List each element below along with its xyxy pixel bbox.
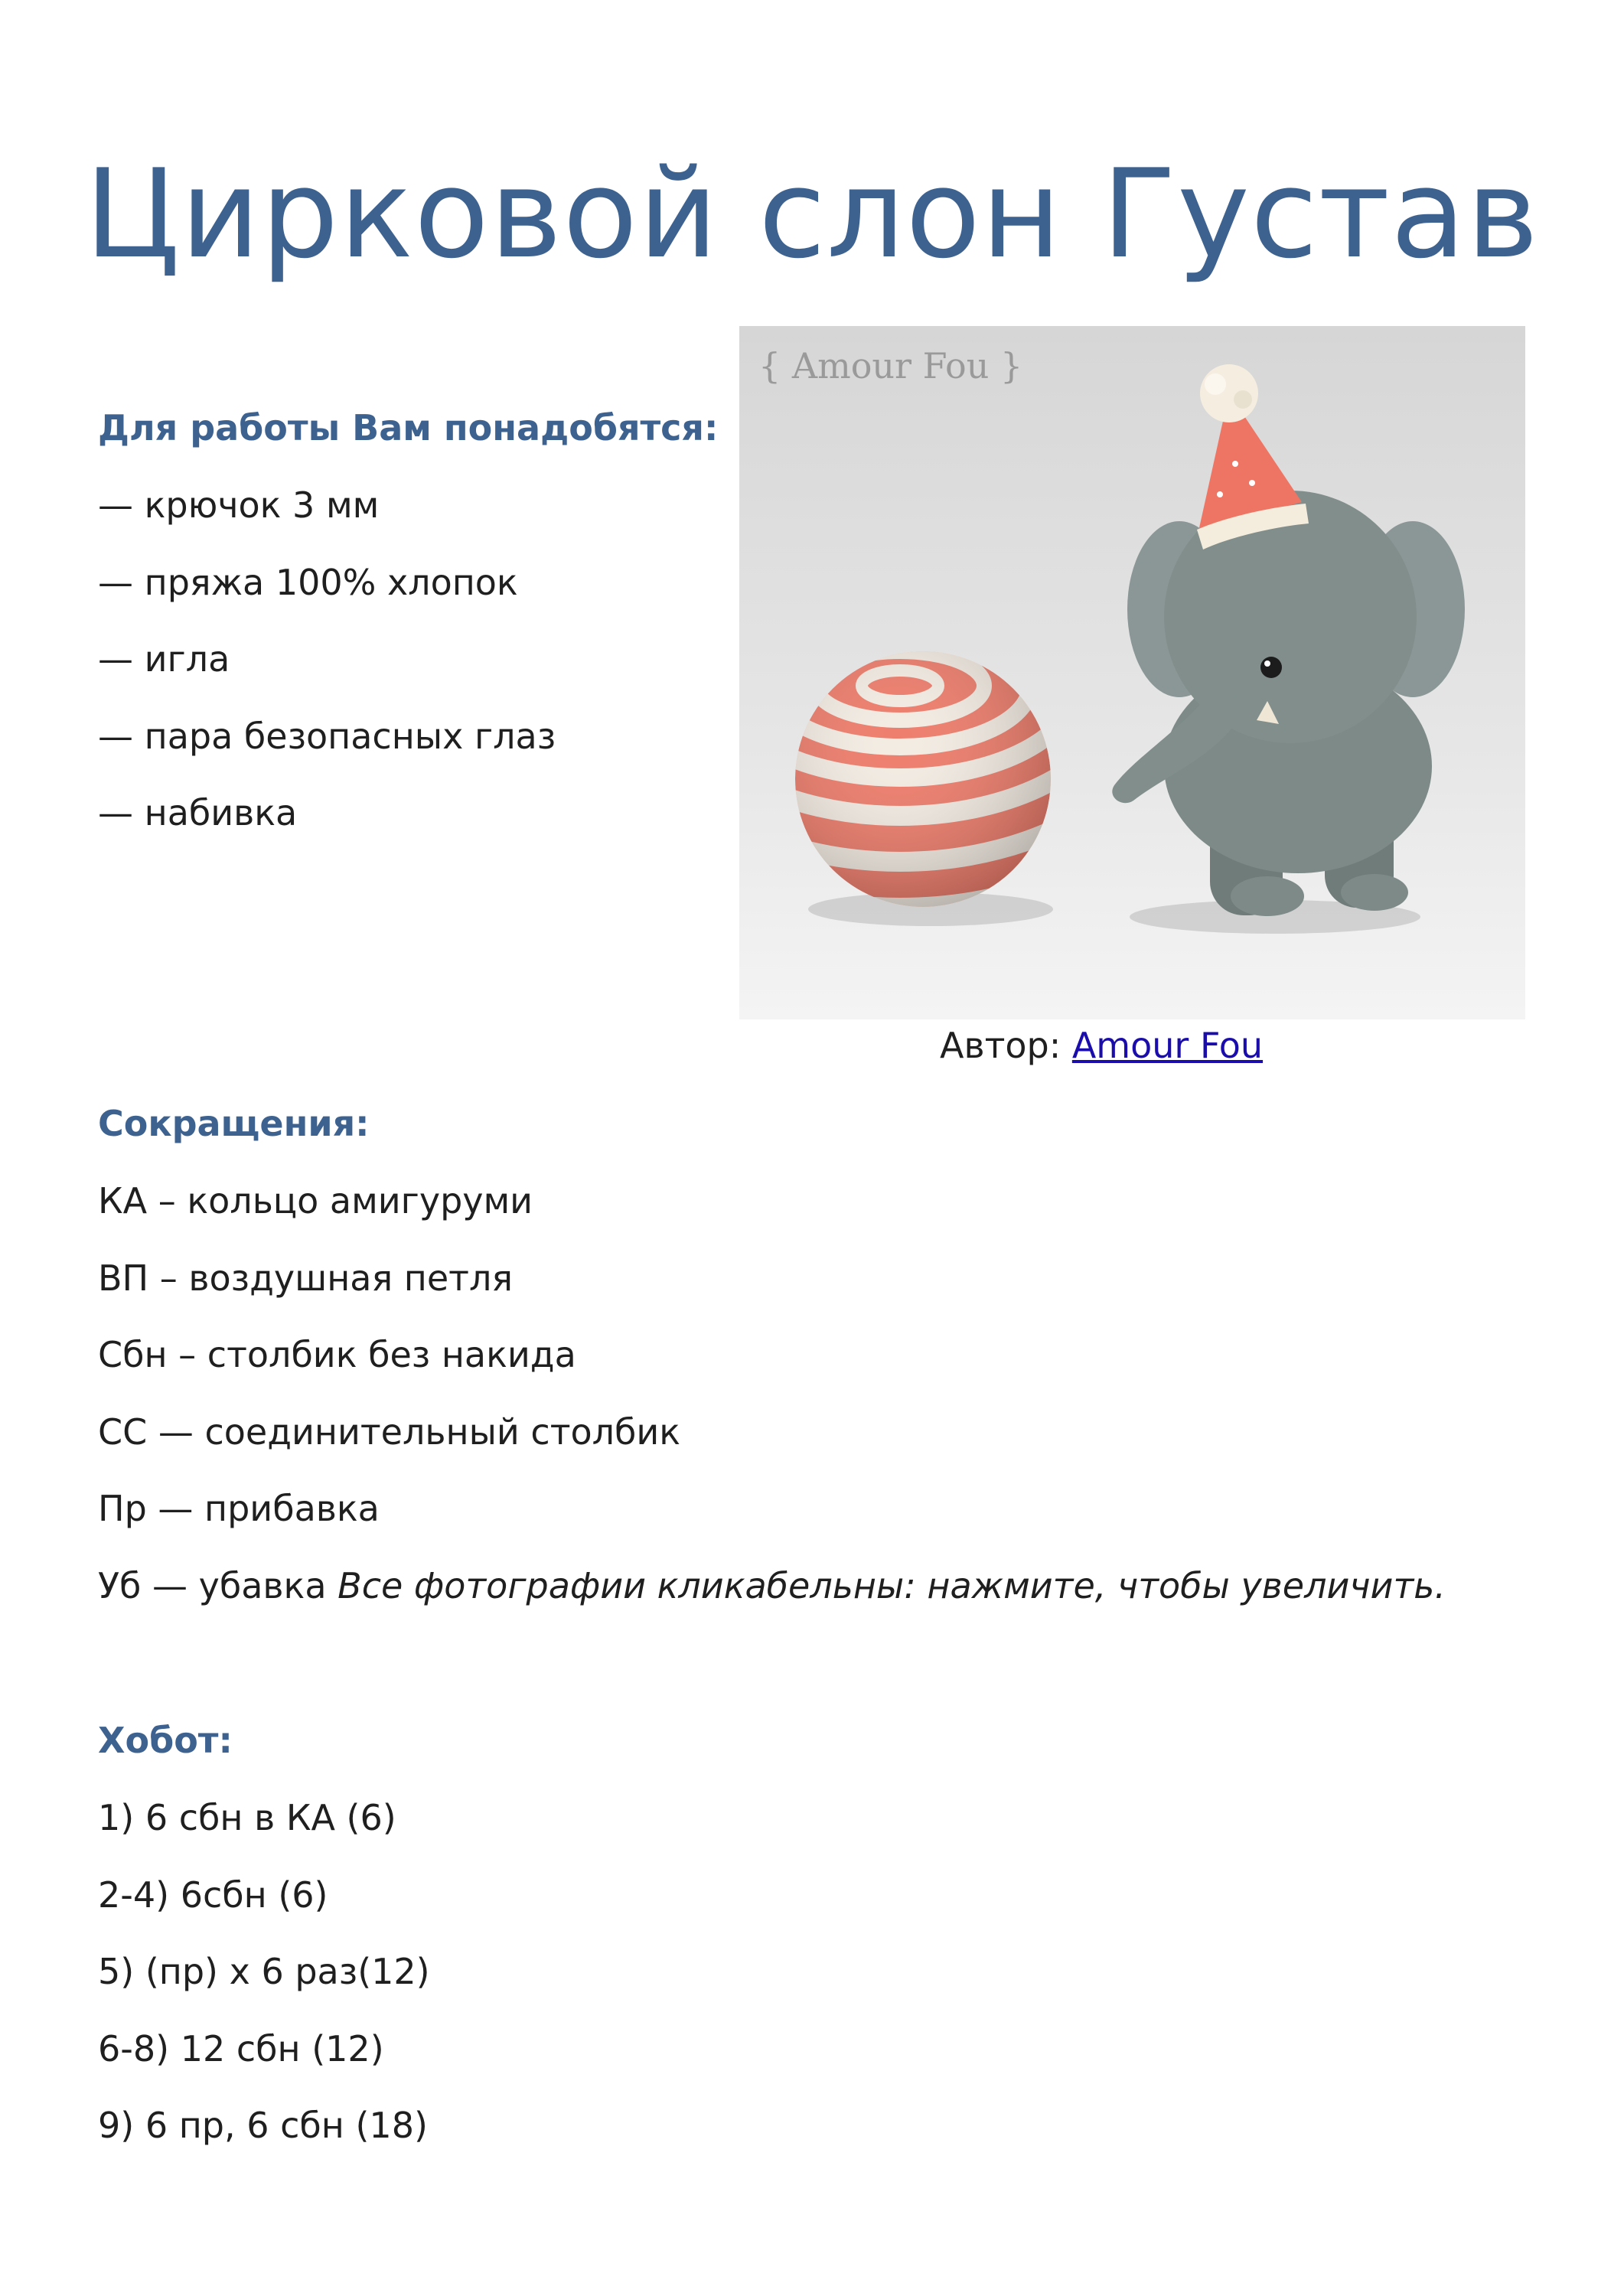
- materials-item: — пара безопасных глаз: [98, 716, 556, 757]
- trunk-row: 9) 6 пр, 6 сбн (18): [98, 2105, 428, 2146]
- abbreviations-heading: Сокращения:: [98, 1103, 370, 1144]
- page-title: Цирковой слон Густав: [84, 142, 1540, 285]
- materials-item: — игла: [98, 638, 230, 680]
- abbreviation-item-last: [98, 1564, 1446, 1607]
- photo-watermark: { Amour Fou }: [758, 345, 1023, 386]
- elephant-photo[interactable]: [739, 326, 1525, 1019]
- materials-item: — набивка: [98, 792, 298, 833]
- abbreviation-item: КА – кольцо амигуруми: [98, 1180, 533, 1221]
- abbreviation-text: Уб — убавка: [98, 1565, 338, 1606]
- abbreviation-item: Сбн – столбик без накида: [98, 1334, 576, 1375]
- photo-caption: [940, 1024, 1263, 1067]
- caption-prefix: Автор:: [940, 1025, 1072, 1066]
- materials-item: — пряжа 100% хлопок: [98, 562, 518, 603]
- trunk-row: 2-4) 6сбн (6): [98, 1874, 328, 1916]
- trunk-heading: Хобот:: [98, 1720, 233, 1761]
- abbreviation-item: Пр — прибавка: [98, 1488, 380, 1529]
- trunk-row: 5) (пр) х 6 раз(12): [98, 1951, 430, 1992]
- photos-note: Все фотографии кликабельны: нажмите, чтобы увеличить.: [338, 1565, 1446, 1606]
- trunk-row: 1) 6 сбн в КА (6): [98, 1797, 396, 1838]
- author-link[interactable]: Amour Fou: [1071, 1025, 1264, 1066]
- trunk-row: 6-8) 12 сбн (12): [98, 2028, 384, 2069]
- materials-heading: Для работы Вам понадобятся:: [98, 407, 719, 448]
- abbreviation-item: ВП – воздушная петля: [98, 1257, 514, 1299]
- abbreviation-item: СС — соединительный столбик: [98, 1411, 681, 1453]
- materials-item: — крючок 3 мм: [98, 484, 380, 526]
